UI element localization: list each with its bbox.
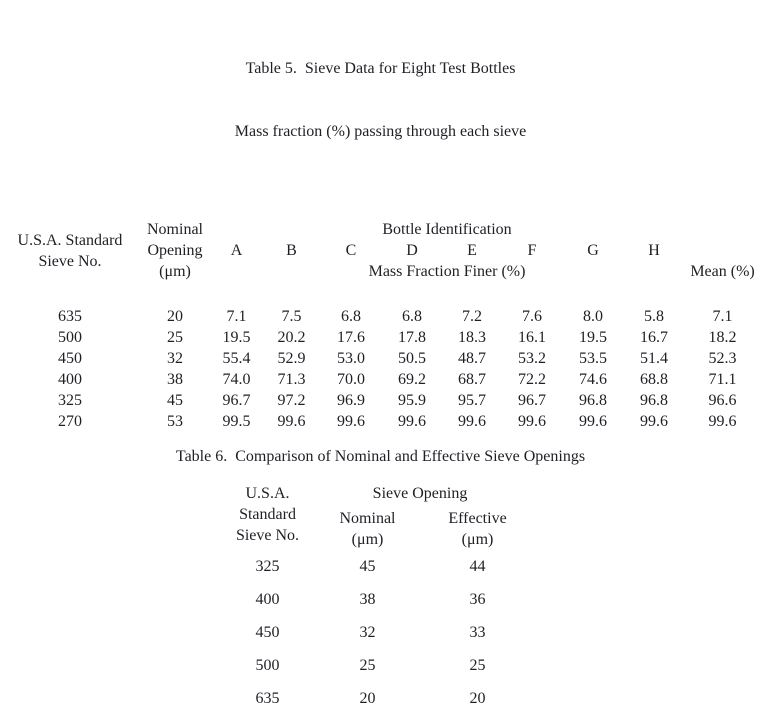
table5-header-body-spacer: [0, 282, 761, 306]
table5-caption-line1: Table 5. Sieve Data for Eight Test Bottles: [245, 60, 516, 77]
table5-cell-mass-fraction: 16.1: [518, 329, 546, 346]
table5-cell-sieve-no: 635: [58, 308, 82, 325]
table5-cell-mean: 99.6: [708, 413, 737, 430]
table5-cell-mass-fraction: 53.2: [518, 350, 546, 367]
table6-row: [225, 616, 530, 649]
table5-row: [0, 348, 761, 369]
table5-caption-line2: Mass fraction (%) passing through each sieve: [234, 123, 527, 140]
table5-cell-mass-fraction: 8.0: [583, 308, 603, 325]
table5-cell-nominal-opening: 32: [167, 350, 183, 367]
table5-cell-mass-fraction: 52.9: [277, 350, 306, 367]
table5-cell-mass-fraction: 95.7: [458, 392, 486, 409]
table6-row: [225, 682, 530, 715]
table6-header-row-1: [225, 478, 530, 508]
table5-cell-nominal-opening: 45: [167, 392, 183, 409]
table6-cell-nominal: 25: [359, 656, 376, 674]
table6-caption: Table 6. Comparison of Nominal and Effective Sieve Openings: [175, 448, 586, 465]
table5-header-nominal-opening-line1: Nominal: [147, 221, 203, 238]
table5-cell-mean: 52.3: [708, 350, 737, 367]
table5-cell-mass-fraction: 99.6: [458, 413, 486, 430]
table5-bottle-id: F: [527, 242, 537, 259]
table5-cell-mean: 18.2: [708, 329, 737, 346]
table5-bottle-id: D: [406, 242, 418, 259]
table5-cell-mean: 96.6: [708, 392, 737, 409]
table5-row: [0, 390, 761, 411]
table6-header-effective: [425, 508, 530, 550]
table5-cell-mass-fraction: 51.4: [640, 350, 669, 367]
table5-cell-mass-fraction: 17.6: [337, 329, 365, 346]
table5-cell-sieve-no: 325: [58, 392, 82, 409]
table6-cell-effective: 44: [469, 557, 486, 575]
table5-cell-mass-fraction: 96.7: [222, 392, 251, 409]
table5-cell-mass-fraction: 53.0: [337, 350, 365, 367]
table6-cell-sieve-no: 500: [255, 656, 280, 674]
table5-header-nominal-opening-line3: (μm): [159, 263, 191, 280]
table5-cell-nominal-opening: 38: [167, 371, 183, 388]
table6-cell-nominal: 45: [359, 557, 376, 575]
table6-header-sieve-opening-group: Sieve Opening: [372, 484, 468, 502]
table5-cell-mass-fraction: 68.8: [640, 371, 669, 388]
table5-header-mean: Mean (%): [690, 263, 755, 280]
table5-cell-mass-fraction: 74.0: [222, 371, 251, 388]
table6-cell-effective: 33: [469, 623, 486, 641]
table5-cell-mass-fraction: 48.7: [458, 350, 486, 367]
table5-header-bottle-identification: Bottle Identification: [382, 221, 512, 238]
table5-header-sieve-no: [0, 219, 140, 282]
table5-bottle-id: A: [230, 242, 243, 259]
table5-cell-mass-fraction: 68.7: [458, 371, 486, 388]
table5-cell-mass-fraction: 99.6: [518, 413, 546, 430]
table5-cell-sieve-no: 500: [58, 329, 82, 346]
table5-cell-mass-fraction: 19.5: [222, 329, 251, 346]
table5-header-sieve-no-line2: Sieve No.: [38, 252, 102, 270]
table5-cell-mass-fraction: 16.7: [640, 329, 669, 346]
table5-cell-mass-fraction: 71.3: [277, 371, 306, 388]
table5-cell-mean: 7.1: [712, 308, 733, 325]
table6-header-sieve-no-line2: Standard: [239, 505, 296, 523]
table5-cell-sieve-no: 450: [58, 350, 82, 367]
table5-cell-mass-fraction: 72.2: [518, 371, 546, 388]
table5-cell-mass-fraction: 99.6: [640, 413, 669, 430]
table5-header-mass-fraction-finer: Mass Fraction Finer (%): [368, 263, 526, 280]
table5-cell-mass-fraction: 99.6: [337, 413, 365, 430]
table6-cell-nominal: 20: [359, 689, 376, 707]
table5-header-row-1: [0, 219, 761, 240]
table6-cell-sieve-no: 325: [255, 557, 280, 575]
table6-cell-nominal: 32: [359, 623, 376, 641]
table5-cell-mass-fraction: 7.1: [226, 308, 247, 325]
table5-header-nominal-opening-line2: Opening: [147, 242, 203, 259]
table5-cell-sieve-no: 270: [58, 413, 82, 430]
table5-row: [0, 369, 761, 390]
table5-cell-mass-fraction: 7.2: [462, 308, 482, 325]
table5-cell-mass-fraction: 99.5: [222, 413, 251, 430]
table5-cell-mass-fraction: 99.6: [277, 413, 306, 430]
table5-cell-mass-fraction: 18.3: [458, 329, 486, 346]
table5-header-sieve-no-line1: U.S.A. Standard: [17, 231, 123, 249]
table5-cell-mass-fraction: 17.8: [398, 329, 426, 346]
table6-row: [225, 649, 530, 682]
table6-header-sieve-no-line1: U.S.A.: [245, 484, 290, 502]
table6-cell-effective: 36: [469, 590, 486, 608]
table6-cell-sieve-no: 635: [255, 689, 280, 707]
table6-header-nominal: [310, 508, 425, 550]
table5-cell-sieve-no: 400: [58, 371, 82, 388]
table5-cell-mass-fraction: 99.6: [398, 413, 426, 430]
table6-cell-effective: 20: [469, 689, 486, 707]
table5-bottle-id: H: [648, 242, 660, 259]
table6-cell-effective: 25: [469, 656, 486, 674]
table5-cell-mass-fraction: 96.9: [337, 392, 365, 409]
table6: [225, 478, 530, 715]
table6-header-nominal-line1: Nominal: [339, 510, 396, 527]
table5-cell-mass-fraction: 5.8: [644, 308, 665, 325]
table5-cell-mass-fraction: 6.8: [402, 308, 422, 325]
table5-bottle-id: G: [587, 242, 599, 259]
table5-cell-nominal-opening: 20: [167, 308, 183, 325]
table5-cell-mass-fraction: 96.8: [640, 392, 669, 409]
table5-cell-nominal-opening: 25: [167, 329, 183, 346]
table6-header-nominal-line2: (μm): [351, 531, 384, 548]
table5-cell-mass-fraction: 7.6: [522, 308, 542, 325]
spacer-cell: [0, 282, 761, 306]
table6-row: [225, 583, 530, 616]
table5: [0, 219, 761, 432]
table6-header-effective-line2: (μm): [461, 531, 494, 548]
table5-cell-mass-fraction: 53.5: [579, 350, 607, 367]
table6-header-sieve-no: [225, 478, 310, 550]
table5-cell-nominal-opening: 53: [167, 413, 183, 430]
table5-cell-mass-fraction: 20.2: [277, 329, 306, 346]
table5-cell-mass-fraction: 7.5: [281, 308, 302, 325]
table6-header-sieve-no-line3: Sieve No.: [235, 526, 300, 544]
table5-cell-mass-fraction: 95.9: [398, 392, 426, 409]
table5-bottle-id: E: [467, 242, 477, 259]
table6-cell-nominal: 38: [359, 590, 376, 608]
table5-header-nominal-opening: [140, 219, 210, 282]
table5-cell-mass-fraction: 99.6: [579, 413, 607, 430]
table5-cell-mass-fraction: 69.2: [398, 371, 426, 388]
table5-cell-mean: 71.1: [708, 371, 737, 388]
table5-cell-mass-fraction: 19.5: [579, 329, 607, 346]
table6-header-effective-line1: Effective: [448, 510, 507, 527]
table6-cell-sieve-no: 400: [255, 590, 280, 608]
table5-cell-mass-fraction: 97.2: [277, 392, 306, 409]
table5-caption: [0, 16, 761, 184]
table5-bottle-id: B: [286, 242, 297, 259]
table5-cell-mass-fraction: 96.7: [518, 392, 546, 409]
table5-row: [0, 306, 761, 327]
table5-row: [0, 411, 761, 432]
table5-row: [0, 327, 761, 348]
table5-cell-mass-fraction: 96.8: [579, 392, 607, 409]
table5-cell-mass-fraction: 6.8: [341, 308, 361, 325]
table5-bottle-id: C: [345, 242, 357, 259]
table5-cell-mass-fraction: 55.4: [222, 350, 251, 367]
table5-cell-mass-fraction: 50.5: [398, 350, 426, 367]
table6-row: [225, 550, 530, 583]
table5-cell-mass-fraction: 74.6: [579, 371, 607, 388]
table6-cell-sieve-no: 450: [255, 623, 280, 641]
table5-cell-mass-fraction: 70.0: [337, 371, 365, 388]
